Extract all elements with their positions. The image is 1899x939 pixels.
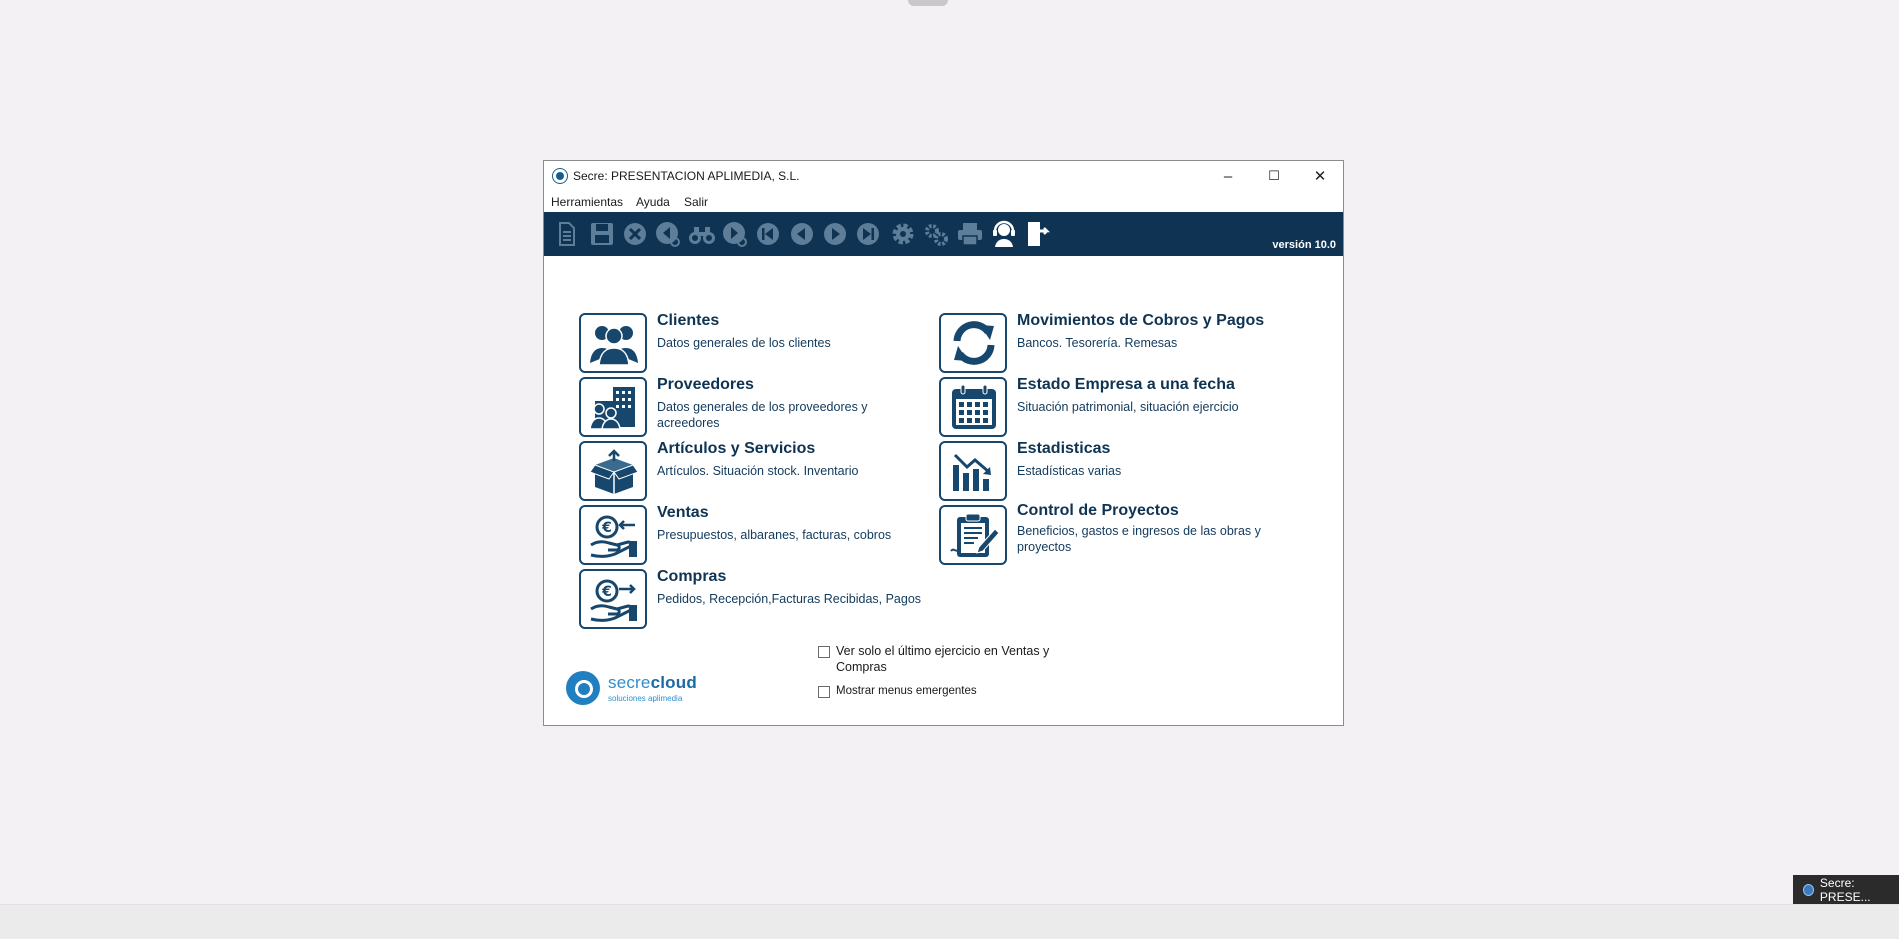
gears-icon[interactable]	[921, 219, 951, 249]
logo-wordmark: secrecloud	[608, 673, 697, 692]
ultimo-ejercicio-checkbox[interactable]	[818, 646, 830, 658]
menu-bar	[544, 191, 1343, 213]
movimientos-desc: Bancos. Tesorería. Remesas	[1017, 336, 1178, 350]
estado-desc: Situación patrimonial, situación ejercicio	[1017, 400, 1239, 414]
movimientos-title[interactable]: Movimientos de Cobros y Pagos	[1017, 312, 1265, 329]
save-icon[interactable]	[587, 219, 617, 249]
proyectos-title[interactable]: Control de Proyectos	[1017, 502, 1179, 519]
ventas-title[interactable]: Ventas	[657, 504, 709, 521]
clientes-title[interactable]: Clientes	[657, 312, 720, 329]
logo-circle-icon	[566, 671, 600, 705]
taskbar-app-label: Secre: PRESE...	[1819, 875, 1871, 904]
clipboard-pen-icon[interactable]	[939, 505, 1007, 565]
secrecloud-logo	[566, 669, 696, 711]
maximize-button[interactable]: ☐	[1268, 168, 1280, 183]
exit-door-icon[interactable]	[1023, 219, 1053, 249]
minimize-button[interactable]: –	[1223, 167, 1233, 185]
compras-title[interactable]: Compras	[657, 568, 727, 585]
logo-tagline: soluciones aplimedia	[608, 694, 683, 703]
ventas-desc: Presupuestos, albaranes, facturas, cobros	[657, 528, 892, 542]
new-document-icon[interactable]	[551, 219, 581, 249]
support-headset-icon[interactable]	[989, 219, 1019, 249]
articulos-title[interactable]: Artículos y Servicios	[657, 440, 816, 457]
buildings-icon[interactable]	[579, 377, 647, 437]
window-title: Secre: PRESENTACION APLIMEDIA, S.L.	[573, 169, 800, 183]
estado-title[interactable]: Estado Empresa a una fecha	[1017, 376, 1235, 393]
toolbar	[544, 212, 1343, 256]
title-bar[interactable]	[544, 161, 1343, 191]
menu-salir[interactable]: Salir	[684, 195, 709, 209]
settings-gear-icon[interactable]	[888, 219, 918, 249]
taskbar-app-icon	[1803, 884, 1814, 896]
app-window	[543, 160, 1344, 726]
euro-hand-in-icon[interactable]	[579, 505, 647, 565]
menu-herramientas[interactable]: Herramientas	[551, 195, 624, 209]
close-button[interactable]: ✕	[1313, 168, 1327, 185]
box-icon[interactable]	[579, 441, 647, 501]
users-icon[interactable]	[579, 313, 647, 373]
articulos-desc: Artículos. Situación stock. Inventario	[657, 464, 859, 478]
previous-record-icon[interactable]	[787, 219, 817, 249]
ultimo-ejercicio-label: Ver solo el último ejercicio en Ventas y Compras	[836, 644, 1050, 674]
svg-text:€: €	[602, 584, 612, 600]
version-label: versión 10.0	[1272, 239, 1336, 251]
euro-hand-out-icon[interactable]	[579, 569, 647, 629]
back-search-icon[interactable]	[653, 219, 683, 249]
menus-emergentes-checkbox[interactable]	[818, 686, 830, 698]
compras-desc: Pedidos, Recepción,Facturas Recibidas, Pagos	[657, 592, 922, 606]
proveedores-desc: Datos generales de los proveedores y acreedores	[657, 400, 868, 430]
proyectos-desc: Beneficios, gastos e ingresos de las obras y proyectos	[1017, 524, 1261, 554]
clientes-desc: Datos generales de los clientes	[657, 336, 831, 350]
svg-text:€: €	[602, 520, 612, 536]
proveedores-title[interactable]: Proveedores	[657, 376, 754, 393]
cancel-icon[interactable]	[620, 219, 650, 249]
bottom-band	[0, 904, 1899, 939]
app-logo-icon	[553, 169, 567, 183]
taskbar-app-item[interactable]	[1793, 875, 1899, 904]
refresh-arrows-icon[interactable]	[939, 313, 1007, 373]
menu-ayuda[interactable]: Ayuda	[636, 195, 670, 209]
forward-search-icon[interactable]	[720, 219, 750, 249]
top-tab	[908, 0, 948, 6]
option-ultimo-ejercicio[interactable]	[818, 643, 1068, 675]
menus-emergentes-label: Mostrar menus emergentes	[836, 685, 977, 697]
estadisticas-title[interactable]: Estadisticas	[1017, 440, 1111, 457]
bar-chart-icon[interactable]	[939, 441, 1007, 501]
printer-icon[interactable]	[955, 219, 985, 249]
estadisticas-desc: Estadísticas varias	[1017, 464, 1122, 478]
last-record-icon[interactable]	[853, 219, 883, 249]
calendar-icon[interactable]	[939, 377, 1007, 437]
first-record-icon[interactable]	[753, 219, 783, 249]
next-record-icon[interactable]	[820, 219, 850, 249]
option-menus-emergentes[interactable]	[818, 683, 977, 699]
binoculars-icon[interactable]	[687, 219, 717, 249]
